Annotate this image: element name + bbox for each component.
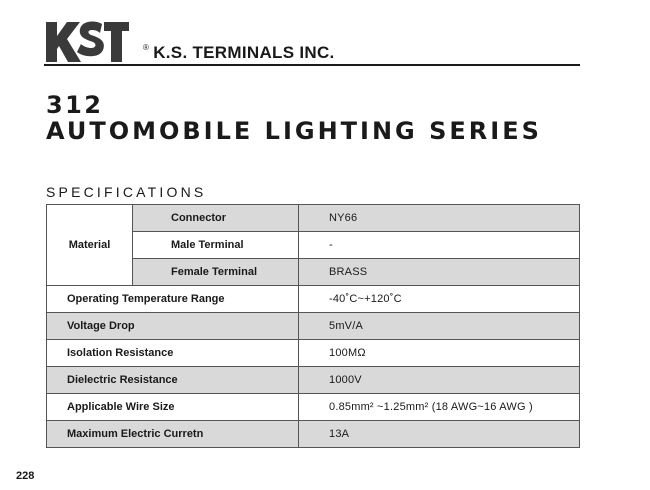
kst-logo <box>44 20 130 64</box>
series-title: AUTOMOBILE LIGHTING SERIES <box>46 117 542 145</box>
section-heading: SPECIFICATIONS <box>46 184 207 200</box>
company-name <box>143 43 335 63</box>
material-item-value: BRASS <box>299 259 580 286</box>
spec-label: Operating Temperature Range <box>47 286 299 313</box>
company-name-text: K.S. TERMINALS INC. <box>153 43 335 62</box>
spec-label: Maximum Electric Curretn <box>47 421 299 448</box>
spec-label: Isolation Resistance <box>47 340 299 367</box>
table-row <box>47 313 580 340</box>
material-item-label: Female Terminal <box>133 259 299 286</box>
material-item-label: Male Terminal <box>133 232 299 259</box>
header-rule <box>44 64 580 66</box>
spec-value: 0.85mm² ~1.25mm² (18 AWG~16 AWG ) <box>299 394 580 421</box>
spec-label: Applicable Wire Size <box>47 394 299 421</box>
table-row <box>47 421 580 448</box>
table-row <box>47 205 580 232</box>
spec-table <box>46 204 580 448</box>
material-item-label: Connector <box>133 205 299 232</box>
material-label: Material <box>47 205 133 286</box>
table-row <box>47 340 580 367</box>
spec-value: 100MΩ <box>299 340 580 367</box>
material-item-value: - <box>299 232 580 259</box>
spec-value: 13A <box>299 421 580 448</box>
material-item-value: NY66 <box>299 205 580 232</box>
registered-mark: ® <box>143 43 150 52</box>
spec-value: 1000V <box>299 367 580 394</box>
table-row <box>47 367 580 394</box>
spec-label: Voltage Drop <box>47 313 299 340</box>
series-number: 312 <box>46 91 104 119</box>
spec-value: 5mV/A <box>299 313 580 340</box>
page-number: 228 <box>16 470 35 482</box>
spec-label: Dielectric Resistance <box>47 367 299 394</box>
spec-value: -40˚C~+120˚C <box>299 286 580 313</box>
table-row <box>47 394 580 421</box>
table-row <box>47 286 580 313</box>
